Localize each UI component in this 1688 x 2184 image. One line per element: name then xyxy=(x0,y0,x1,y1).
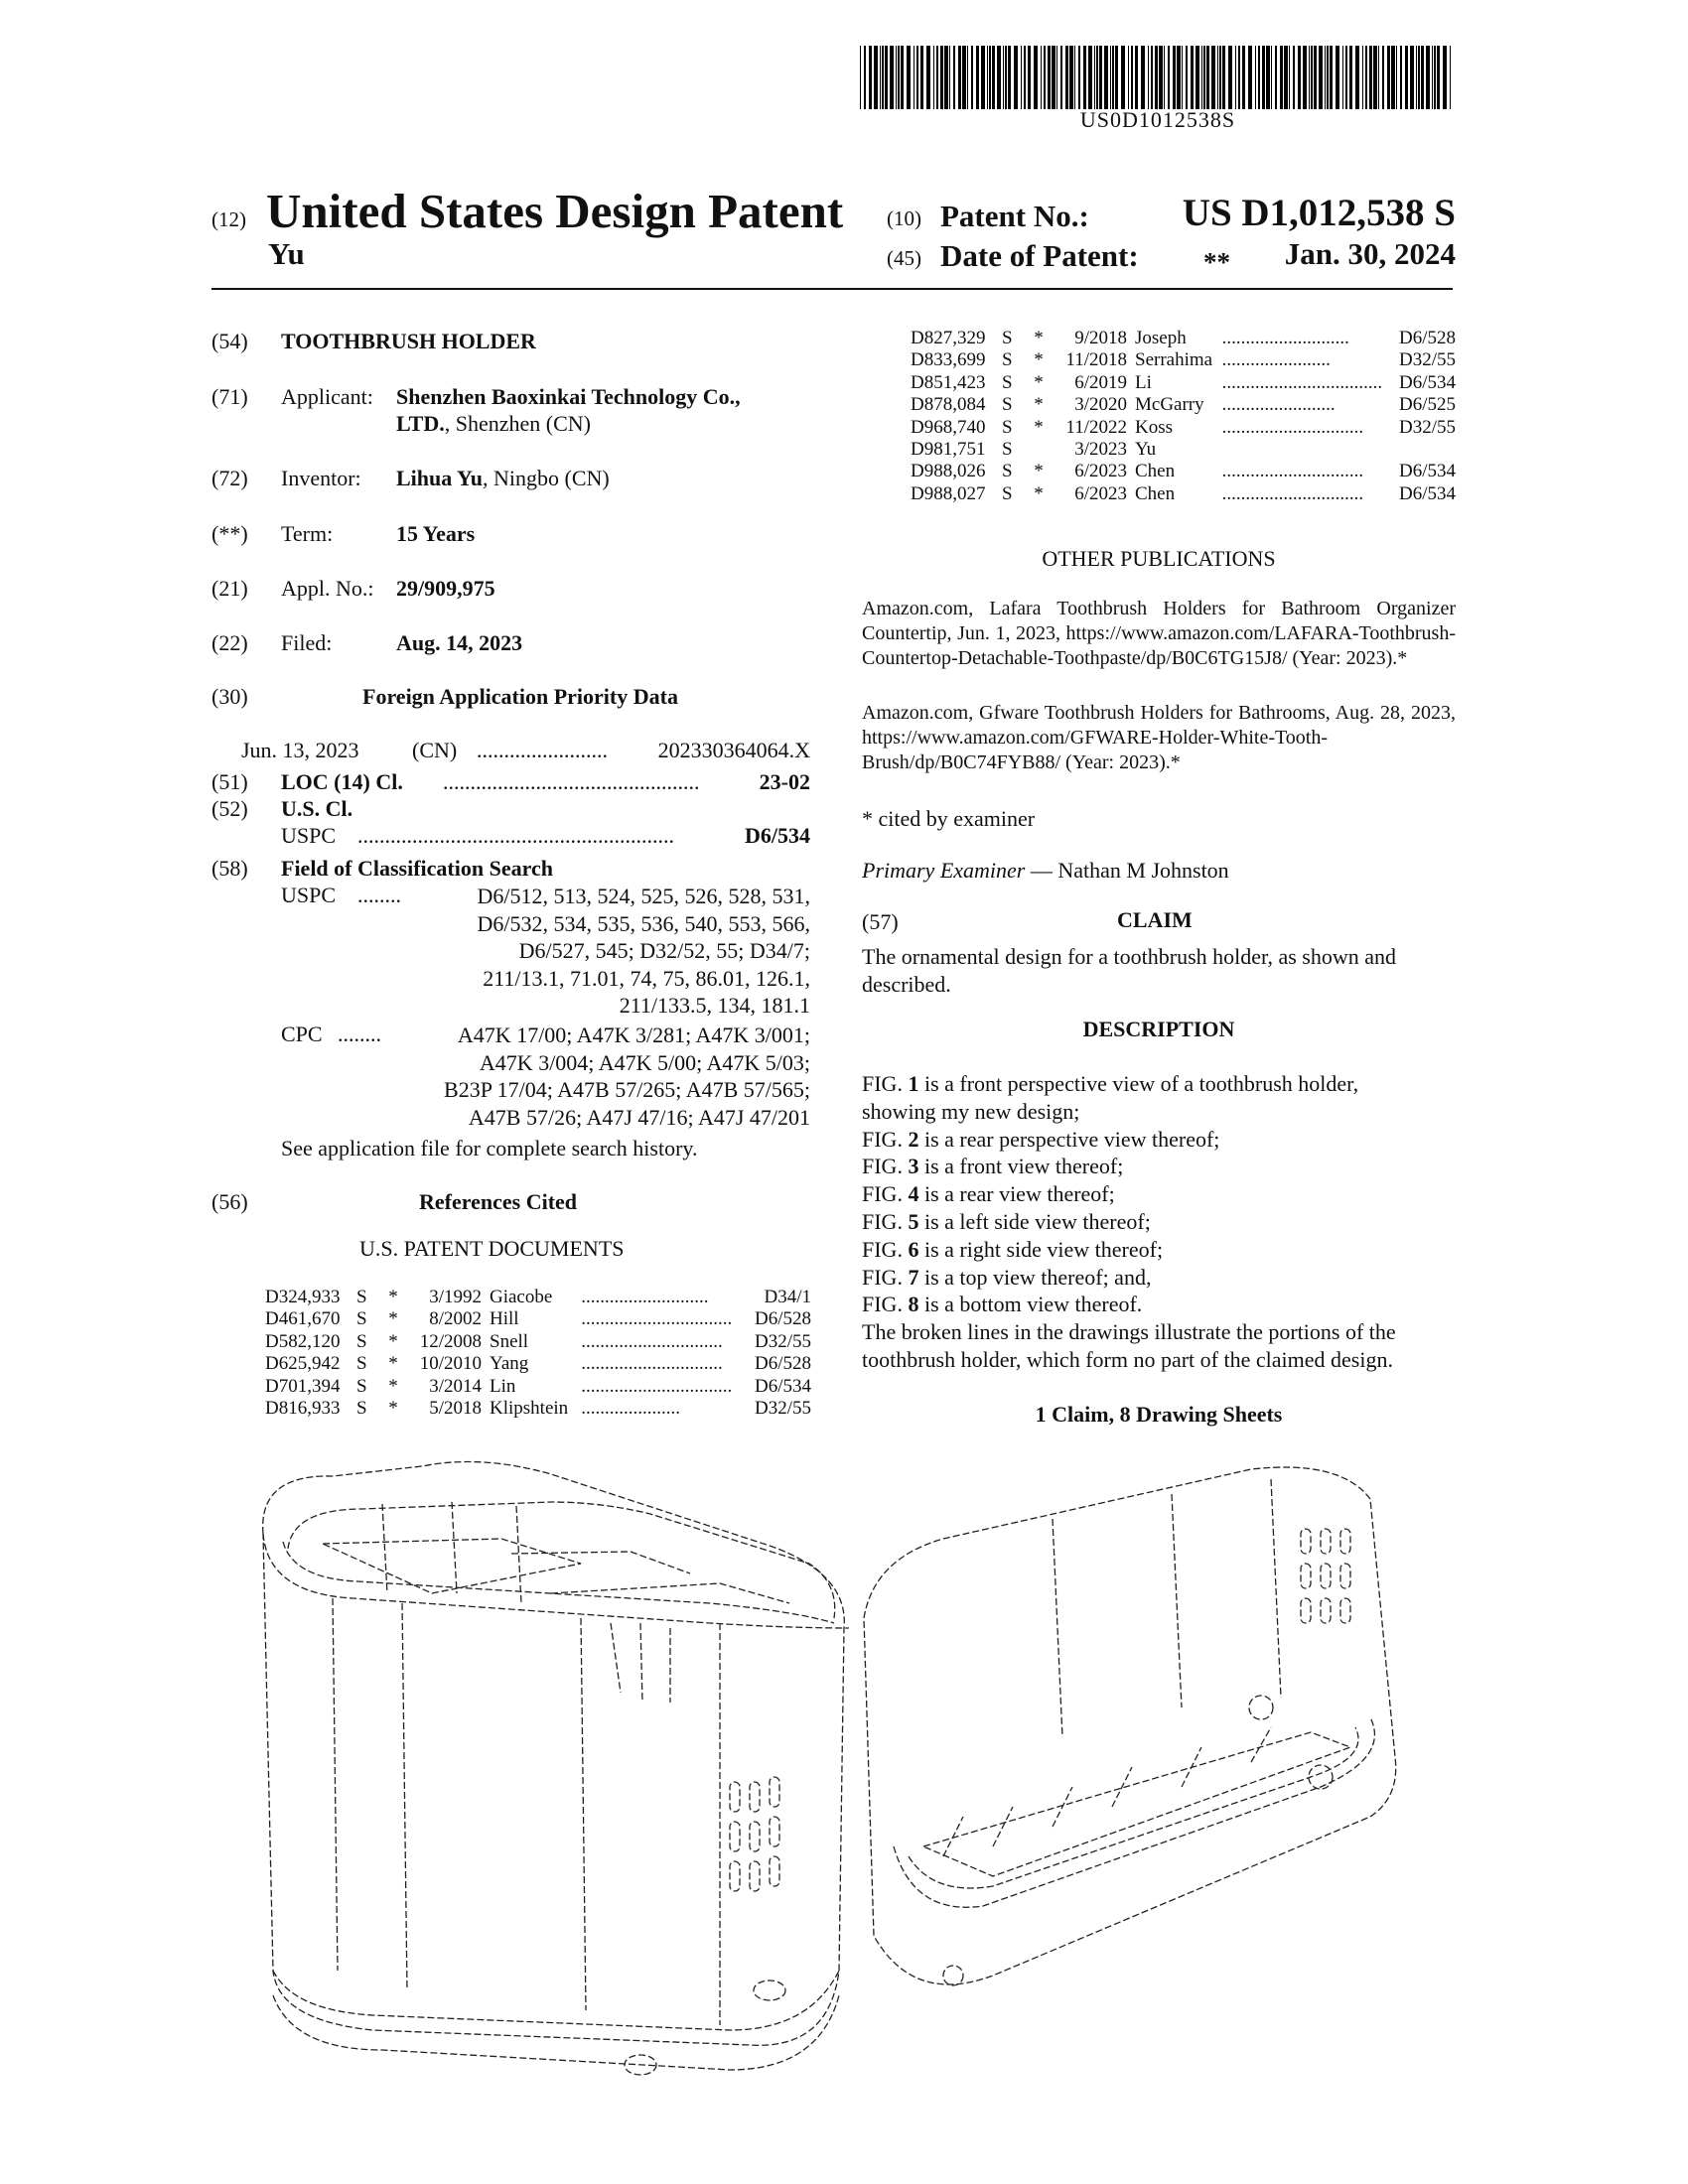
reference-name: Li xyxy=(1135,371,1152,393)
applicant-name-suffix: LTD. xyxy=(396,411,445,436)
term-extension-mark: ** xyxy=(1203,247,1230,277)
reference-class: D6/525 xyxy=(1399,394,1456,416)
description-text: showing my new design; xyxy=(862,1098,1080,1124)
description-line xyxy=(862,1318,1456,1346)
reference-kind: S xyxy=(356,1353,367,1375)
reference-row xyxy=(911,417,1456,439)
reference-dots: .............................. xyxy=(1221,482,1364,504)
header-rule xyxy=(211,288,1453,290)
figure-number: 5 xyxy=(908,1208,919,1234)
reference-kind: S xyxy=(356,1287,367,1307)
loc-class-label: LOC (14) Cl. xyxy=(281,769,403,794)
reference-number: D988,027 xyxy=(911,482,986,504)
barcode-number: US0D1012538S xyxy=(1079,107,1236,132)
inid-22: (22) xyxy=(211,630,248,655)
description-text: FIG. xyxy=(862,1126,909,1152)
foreign-priority-country: (CN) xyxy=(412,738,458,762)
reference-dots: ........................ xyxy=(1221,394,1336,416)
inid-54: (54) xyxy=(211,329,248,353)
other-publications-heading: OTHER PUBLICATIONS xyxy=(1042,546,1276,571)
reference-number: D461,670 xyxy=(265,1308,341,1330)
reference-dots: ....................... xyxy=(1221,349,1331,371)
description-text: is a rear perspective view thereof; xyxy=(918,1126,1220,1152)
references-table-right xyxy=(911,328,1456,505)
reference-dots: ........................... xyxy=(1221,328,1349,348)
reference-cited-mark: * xyxy=(388,1398,398,1420)
reference-class: D6/528 xyxy=(755,1308,811,1330)
foreign-priority-date: Jun. 13, 2023 xyxy=(241,738,359,762)
inid-code-10: (10) xyxy=(887,206,921,230)
inid-52: (52) xyxy=(211,796,248,821)
reference-date: 11/2022 xyxy=(1065,416,1127,438)
description-text: FIG. xyxy=(862,1208,909,1234)
reference-kind: S xyxy=(356,1398,367,1420)
inid-code-45: (45) xyxy=(887,246,921,270)
reference-class: D32/55 xyxy=(755,1398,811,1420)
reference-kind: S xyxy=(1002,482,1013,504)
reference-row xyxy=(265,1331,811,1353)
reference-class: D6/534 xyxy=(755,1375,811,1397)
reference-number: D701,394 xyxy=(265,1375,341,1397)
reference-dots: ................................ xyxy=(581,1375,733,1397)
reference-kind: S xyxy=(1002,394,1013,416)
inventor-label: Inventor: xyxy=(281,466,361,490)
reference-number: D833,699 xyxy=(911,349,986,371)
front-perspective-drawing xyxy=(253,1454,849,2090)
reference-row xyxy=(265,1353,811,1375)
field-uspc-line: D6/527, 545; D32/52, 55; D34/7; xyxy=(518,938,810,963)
reference-number: D324,933 xyxy=(265,1287,341,1307)
filed-date: Aug. 14, 2023 xyxy=(396,630,523,655)
applicant-name: Shenzhen Baoxinkai Technology Co., xyxy=(396,384,741,409)
reference-kind: S xyxy=(1002,461,1013,482)
references-table-left xyxy=(265,1287,811,1420)
description-text: is a front view thereof; xyxy=(918,1154,1124,1179)
reference-number: D981,751 xyxy=(911,439,986,461)
application-number: 29/909,975 xyxy=(396,576,495,601)
primary-examiner-label: Primary Examiner xyxy=(862,858,1026,883)
description-line xyxy=(862,1346,1456,1374)
reference-name: Serrahima xyxy=(1135,349,1213,371)
reference-cited-mark: * xyxy=(1034,371,1044,393)
description-line xyxy=(862,1208,1456,1236)
reference-kind: S xyxy=(1002,371,1013,393)
reference-cited-mark: * xyxy=(1034,349,1044,371)
description-line xyxy=(862,1070,1456,1098)
reference-dots: ..................... xyxy=(581,1398,680,1420)
reference-name: Lin xyxy=(490,1375,516,1397)
reference-class: D34/1 xyxy=(764,1287,811,1307)
reference-row xyxy=(911,372,1456,394)
reference-name: Yang xyxy=(490,1353,529,1375)
reference-row xyxy=(911,328,1456,349)
field-cpc-dots: ........ xyxy=(338,1022,381,1046)
reference-date: 11/2018 xyxy=(1065,349,1127,371)
description-line xyxy=(862,1180,1456,1208)
field-uspc-line: 211/13.1, 71.01, 74, 75, 86.01, 126.1, xyxy=(483,965,810,991)
reference-cited-mark: * xyxy=(1034,394,1044,416)
field-uspc-line: D6/532, 534, 535, 536, 540, 553, 566, xyxy=(477,910,810,936)
reference-cited-mark: * xyxy=(388,1308,398,1330)
reference-class: D6/528 xyxy=(1399,328,1456,348)
foreign-priority-dots: ........................ xyxy=(477,738,608,762)
inventor-city: , Ningbo (CN) xyxy=(483,466,610,490)
reference-kind: S xyxy=(1002,328,1013,348)
description-text: FIG. xyxy=(862,1071,909,1096)
claim-heading: CLAIM xyxy=(1117,907,1193,932)
field-cpc-line: A47K 3/004; A47K 5/00; A47K 5/03; xyxy=(479,1049,810,1075)
description-text: FIG. xyxy=(862,1236,909,1262)
us-patent-documents-heading: U.S. PATENT DOCUMENTS xyxy=(359,1236,625,1261)
reference-cited-mark: * xyxy=(1034,328,1044,348)
reference-kind: S xyxy=(356,1330,367,1352)
invention-title: TOOTHBRUSH HOLDER xyxy=(281,329,536,353)
patent-number: US D1,012,538 S xyxy=(1182,192,1456,234)
reference-date: 3/2020 xyxy=(1074,394,1127,416)
applicant-label: Applicant: xyxy=(281,384,373,409)
reference-dots: .............................. xyxy=(581,1330,723,1352)
description-list xyxy=(862,1070,1456,1374)
description-text: is a bottom view thereof. xyxy=(918,1292,1143,1317)
filed-label: Filed: xyxy=(281,630,333,655)
cited-by-examiner-note: * cited by examiner xyxy=(862,806,1036,831)
reference-name: Joseph xyxy=(1135,328,1187,348)
figure-number: 3 xyxy=(908,1154,919,1179)
date-of-patent-label: Date of Patent: xyxy=(940,238,1139,273)
date-of-patent: Jan. 30, 2024 xyxy=(1284,236,1456,271)
reference-cited-mark: * xyxy=(388,1375,398,1397)
other-publication-2: Amazon.com, Gfware Toothbrush Holders for Bathrooms, Aug. 28, 2023, https://www.amazon.com/GFWARE-Holder-White-Tooth-Brush/dp/B0C74FYB88/ (Year: 2023).* xyxy=(862,702,1456,773)
uspc-value: D6/534 xyxy=(745,823,810,848)
reference-date: 6/2023 xyxy=(1074,482,1127,504)
reference-number: D625,942 xyxy=(265,1353,341,1375)
reference-number: D851,423 xyxy=(911,371,986,393)
reference-date: 6/2023 xyxy=(1074,461,1127,482)
reference-dots: .................................. xyxy=(1221,371,1383,393)
inid-51: (51) xyxy=(211,769,248,794)
foreign-priority-heading: Foreign Application Priority Data xyxy=(362,684,678,709)
document-type: United States Design Patent xyxy=(266,184,844,238)
description-text: is a front perspective view of a toothbrush holder, xyxy=(918,1071,1359,1096)
uspc-dots: .......................................................... xyxy=(357,823,674,848)
reference-row xyxy=(911,483,1456,505)
reference-date: 9/2018 xyxy=(1074,328,1127,348)
description-text: FIG. xyxy=(862,1181,909,1207)
inid-72: (72) xyxy=(211,466,248,490)
field-of-search-heading: Field of Classification Search xyxy=(281,856,553,881)
foreign-priority-number: 202330364064.X xyxy=(657,738,810,762)
application-number-label: Appl. No.: xyxy=(281,576,374,601)
field-cpc-line: A47K 17/00; A47K 3/281; A47K 3/001; xyxy=(457,1023,810,1047)
reference-name: Hill xyxy=(490,1308,519,1330)
reference-number: D878,084 xyxy=(911,394,986,416)
reference-date: 10/2010 xyxy=(419,1353,482,1375)
description-text: The broken lines in the drawings illustrate the portions of the xyxy=(862,1319,1396,1345)
search-history-note: See application file for complete search history. xyxy=(281,1136,698,1160)
reference-row xyxy=(265,1376,811,1398)
reference-date: 3/1992 xyxy=(429,1287,482,1307)
reference-cited-mark: * xyxy=(388,1287,398,1307)
inid-term: (**) xyxy=(211,521,248,546)
description-text: toothbrush holder, which form no part of the claimed design. xyxy=(862,1346,1393,1372)
field-uspc-line: D6/512, 513, 524, 525, 526, 528, 531, xyxy=(477,884,810,908)
inventor-value xyxy=(396,466,610,491)
reference-class: D32/55 xyxy=(755,1330,811,1352)
primary-examiner-name: — Nathan M Johnston xyxy=(1030,858,1229,883)
description-text: FIG. xyxy=(862,1292,909,1317)
reference-cited-mark: * xyxy=(1034,461,1044,482)
applicant-city: , Shenzhen (CN) xyxy=(444,411,591,436)
figure-number: 6 xyxy=(908,1236,919,1262)
primary-examiner xyxy=(862,858,1229,884)
description-line xyxy=(862,1236,1456,1264)
reference-dots: ................................ xyxy=(581,1308,733,1330)
inid-58: (58) xyxy=(211,856,248,881)
reference-class: D6/528 xyxy=(755,1353,811,1375)
reference-cited-mark xyxy=(1024,439,1054,461)
reference-number: D827,329 xyxy=(911,328,986,348)
inventor-name: Lihua Yu xyxy=(396,466,484,490)
reference-date: 8/2002 xyxy=(429,1308,482,1330)
reference-date: 6/2019 xyxy=(1074,371,1127,393)
reference-name: Klipshtein xyxy=(490,1398,569,1420)
reference-dots xyxy=(1218,439,1394,461)
applicant-location xyxy=(396,411,591,437)
field-uspc-label: USPC xyxy=(281,883,337,907)
term-label: Term: xyxy=(281,521,334,546)
reference-date: 3/2014 xyxy=(429,1375,482,1397)
field-uspc-dots: ........ xyxy=(357,883,401,907)
reference-date: 3/2023 xyxy=(1074,439,1127,461)
inid-56: (56) xyxy=(211,1189,248,1214)
reference-cited-mark: * xyxy=(388,1330,398,1352)
inid-30: (30) xyxy=(211,684,248,709)
term-value: 15 Years xyxy=(396,521,476,546)
field-uspc-list xyxy=(417,883,810,1020)
field-cpc-line: B23P 17/04; A47B 57/265; A47B 57/565; xyxy=(444,1077,810,1102)
description-text: is a left side view thereof; xyxy=(918,1208,1151,1234)
reference-name: Yu xyxy=(1135,439,1157,461)
description-text: is a right side view thereof; xyxy=(918,1236,1164,1262)
description-line xyxy=(862,1291,1456,1318)
reference-class: D6/534 xyxy=(1399,482,1456,504)
loc-class-dots: ............................................... xyxy=(443,769,700,794)
reference-kind: S xyxy=(356,1308,367,1330)
uspc-label: USPC xyxy=(281,823,337,848)
field-cpc-line: A47B 57/26; A47J 47/16; A47J 47/201 xyxy=(468,1104,810,1130)
reference-dots: .............................. xyxy=(1221,461,1364,482)
reference-row xyxy=(911,394,1456,416)
reference-dots: .............................. xyxy=(1221,416,1364,438)
inid-71: (71) xyxy=(211,384,248,409)
us-class-label: U.S. Cl. xyxy=(281,796,353,821)
description-text: FIG. xyxy=(862,1154,909,1179)
inid-21: (21) xyxy=(211,576,248,601)
reference-name: McGarry xyxy=(1135,394,1204,416)
reference-name: Snell xyxy=(490,1330,529,1352)
barcode-image xyxy=(860,46,1456,109)
reference-class: D32/55 xyxy=(1399,349,1456,371)
loc-class-value: 23-02 xyxy=(759,769,810,794)
inid-code-12: (12) xyxy=(211,207,246,231)
reference-dots: ........................... xyxy=(581,1287,709,1307)
reference-row xyxy=(911,461,1456,482)
reference-name: Giacobe xyxy=(490,1287,553,1307)
other-publication-1: Amazon.com, Lafara Toothbrush Holders for Bathroom Organizer Countertip, Jun. 1, 2023, https://www.amazon.com/LAFARA-Toothbrush-Countertop-Detachable-Toothpaste/dp/B0C6TG15J8/ (Year: 2023).* xyxy=(862,598,1456,669)
reference-kind: S xyxy=(1002,416,1013,438)
figure-number: 8 xyxy=(908,1292,919,1317)
reference-number: D968,740 xyxy=(911,416,986,438)
reference-kind: S xyxy=(1002,439,1013,461)
reference-row xyxy=(265,1308,811,1330)
description-line xyxy=(862,1153,1456,1180)
description-line xyxy=(862,1264,1456,1292)
reference-row xyxy=(911,349,1456,371)
reference-number: D988,026 xyxy=(911,461,986,482)
references-cited-heading: References Cited xyxy=(419,1189,578,1214)
description-text: is a top view thereof; and, xyxy=(918,1264,1152,1290)
reference-kind: S xyxy=(1002,349,1013,371)
figure-number: 4 xyxy=(908,1181,919,1207)
rear-perspective-drawing xyxy=(854,1459,1410,2055)
reference-class: D6/534 xyxy=(1399,461,1456,482)
reference-row xyxy=(265,1287,811,1308)
claims-sheets-count: 1 Claim, 8 Drawing Sheets xyxy=(1035,1402,1283,1427)
field-cpc-list xyxy=(338,1022,810,1131)
reference-cited-mark: * xyxy=(1034,482,1044,504)
reference-kind: S xyxy=(356,1375,367,1397)
field-uspc-line: 211/133.5, 134, 181.1 xyxy=(619,993,810,1018)
reference-name: Koss xyxy=(1135,416,1174,438)
patent-number-label: Patent No.: xyxy=(940,199,1089,233)
reference-class: D6/534 xyxy=(1399,371,1456,393)
inventor-surname: Yu xyxy=(268,236,305,271)
reference-date: 12/2008 xyxy=(419,1330,482,1352)
reference-dots: .............................. xyxy=(581,1353,723,1375)
description-text: is a rear view thereof; xyxy=(918,1181,1115,1207)
figure-number: 1 xyxy=(908,1071,919,1096)
description-line xyxy=(862,1098,1456,1126)
reference-number: D582,120 xyxy=(265,1330,341,1352)
figure-number: 2 xyxy=(908,1126,919,1152)
reference-row xyxy=(911,439,1456,461)
reference-class: D32/55 xyxy=(1399,416,1456,438)
reference-cited-mark: * xyxy=(1034,416,1044,438)
reference-date: 5/2018 xyxy=(429,1398,482,1420)
field-cpc-label: CPC xyxy=(281,1022,323,1046)
figure-number: 7 xyxy=(908,1264,919,1290)
reference-number: D816,933 xyxy=(265,1398,341,1420)
claim-text: The ornamental design for a toothbrush holder, as shown and described. xyxy=(862,944,1396,997)
description-heading: DESCRIPTION xyxy=(1082,1017,1235,1041)
reference-cited-mark: * xyxy=(388,1353,398,1375)
description-text: FIG. xyxy=(862,1264,909,1290)
reference-name: Chen xyxy=(1135,461,1176,482)
reference-name: Chen xyxy=(1135,482,1176,504)
inid-57: (57) xyxy=(862,909,899,934)
reference-class xyxy=(1394,439,1456,461)
reference-row xyxy=(265,1398,811,1420)
description-line xyxy=(862,1126,1456,1154)
